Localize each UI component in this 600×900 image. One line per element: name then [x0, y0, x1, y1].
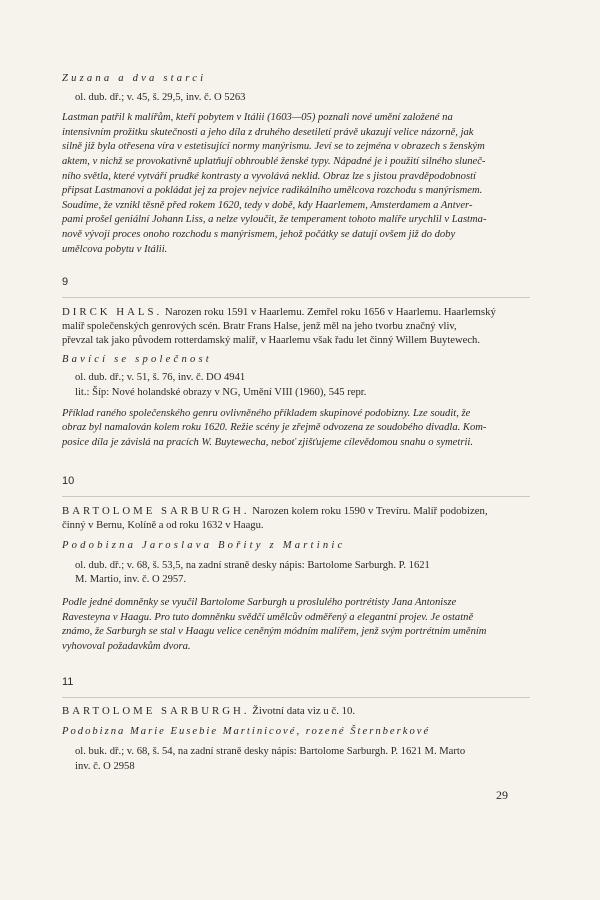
entry-9 [62, 305, 530, 450]
divider [62, 496, 530, 497]
divider [62, 697, 530, 698]
entry-number: 11 [62, 676, 74, 688]
artist-name: DIRCK HALS. [62, 306, 163, 318]
bio-text: činný v Bernu, Kolíně a od roku 1632 v Haagu. [62, 519, 264, 531]
bio-text: Narozen roku 1591 v Haarlemu. Zemřel roku 1656 v Haarlemu. Haarlemský [164, 306, 496, 318]
artwork-title: Bavící se společnost [62, 353, 212, 365]
commentary [62, 407, 530, 451]
artist-name: BARTOLOME SARBURGH. [62, 705, 250, 717]
commentary-line: intensivním prožitku skutečnosti a jeho díla z druhého desetiletí právě ukazují velice názorně, jak [62, 126, 474, 138]
artwork-info: ol. dub. dř.; v. 51, š. 76, inv. č. DO 4941 [75, 372, 246, 384]
commentary-line: Soudíme, že vznikl těsně před rokem 1620, tedy v době, kdy Haarlemem, Amsterdamem a Antver- [62, 199, 473, 211]
commentary-line: silně již byla otřesena víra v estetisující normy manýrismu. Jeví se to zejména v obrazech s ženským [62, 141, 485, 153]
artist-bio [62, 704, 530, 719]
commentary-line: aktem, v nichž se provokativně uplatňují obhroublé ženské typy. Nápadné je i použití silného sluneč- [62, 155, 486, 167]
commentary-line: Lastman patřil k malířům, kteří pobytem v Itálii (1603—05) poznali nové umění založené na [62, 112, 453, 124]
commentary-line: umělcova pobytu v Itálii. [62, 243, 168, 255]
divider [62, 297, 530, 298]
bio-text: převzal tak jako původem rotterdamský malíř, v Haarlemu však řadu let činný Willem Buytewech. [62, 335, 480, 347]
commentary-line: Příklad raného společenského genru ovlivněného příkladem skupinové podobizny. Lze soudit, že [62, 407, 471, 419]
bio-text: Narozen kolem roku 1590 v Trevíru. Malíř podobizen, [252, 505, 488, 517]
artwork-info: inv. č. O 2958 [75, 760, 135, 772]
commentary-line: Podle jedné domněnky se vyučil Bartolome Sarburgh u proslulého portrétisty Jana Antonisze [62, 596, 457, 608]
commentary-line: posice díla je závislá na pracích W. Buytewecha, neboť zjišťujeme cílevědomou snahu o symetrii. [62, 436, 473, 448]
artwork-info: ol. dub. dř.; v. 45, š. 29,5, inv. č. O 5263 [75, 91, 246, 103]
artist-bio [62, 305, 530, 320]
commentary-line: nově vývoji proces onoho rozchodu s manýrismem, jehož počátky se datují ovšem již do doby [62, 228, 456, 240]
commentary-line: ního světla, které vytváří prudké kontrasty a vyvolává neklid. Obraz lze s jistou pravděpodobností [62, 170, 476, 182]
commentary-line: Ravesteyna v Haagu. Pro tuto domněnku svědčí umělcův odměřený a elegantní projev. Je ostatně [62, 611, 474, 623]
entry-number: 9 [62, 276, 69, 288]
commentary-line: vyhovoval požadavkům dvora. [62, 640, 191, 652]
commentary [62, 111, 530, 257]
bio-text: Životní data viz u č. 10. [252, 705, 356, 717]
artwork-info: ol. buk. dř.; v. 68, š. 54, na zadní straně desky nápis: Bartolome Sarburgh. P. 1621 M. Marto [75, 746, 466, 758]
entry-11 [62, 704, 530, 774]
artist-name: BARTOLOME SARBURGH. [62, 505, 250, 517]
commentary-line: připsat Lastmanovi a pokládat jej za projev nejvíce radikálního umělcova rozchodu s manýrismem. [62, 185, 483, 197]
bio-text: malíř společenských genrových scén. Bratr Frans Halse, jenž měl na jeho tvorbu značný vliv, [62, 320, 457, 332]
commentary [62, 596, 530, 654]
entry-number: 10 [62, 475, 75, 487]
commentary-line: obraz byl namalován kolem roku 1620. Režie scény je zřejmě odvozena ze soudobého divadla. Kom- [62, 422, 487, 434]
literature: lit.: Šíp: Nové holandské obrazy v NG, Umění VIII (1960), 545 repr. [75, 386, 367, 398]
artwork-title: Podobizna Jaroslava Bořity z Martinic [62, 540, 346, 552]
commentary-line: pami prošel geniální Johann Liss, a nelze vyloučit, že temperament tohoto malíře urychlil v Lastma- [62, 214, 487, 226]
artwork-info: M. Martio, inv. č. O 2957. [75, 574, 187, 586]
artist-bio [62, 504, 530, 519]
artwork-title: Podobizna Marie Eusebie Martinicové, rozené Šternberkové [62, 725, 431, 737]
entry-8 [62, 72, 530, 257]
commentary-line: známo, že Sarburgh se stal v Haagu velice ceněným módním malířem, jenž svým portrétním uměním [62, 626, 487, 638]
artwork-title: Zuzana a dva starci [62, 73, 207, 84]
entry-10 [62, 504, 530, 654]
artwork-info: ol. dub. dř.; v. 68, š. 53,5, na zadní straně desky nápis: Bartolome Sarburgh. P. 1621 [75, 559, 430, 571]
page-number: 29 [496, 788, 508, 802]
